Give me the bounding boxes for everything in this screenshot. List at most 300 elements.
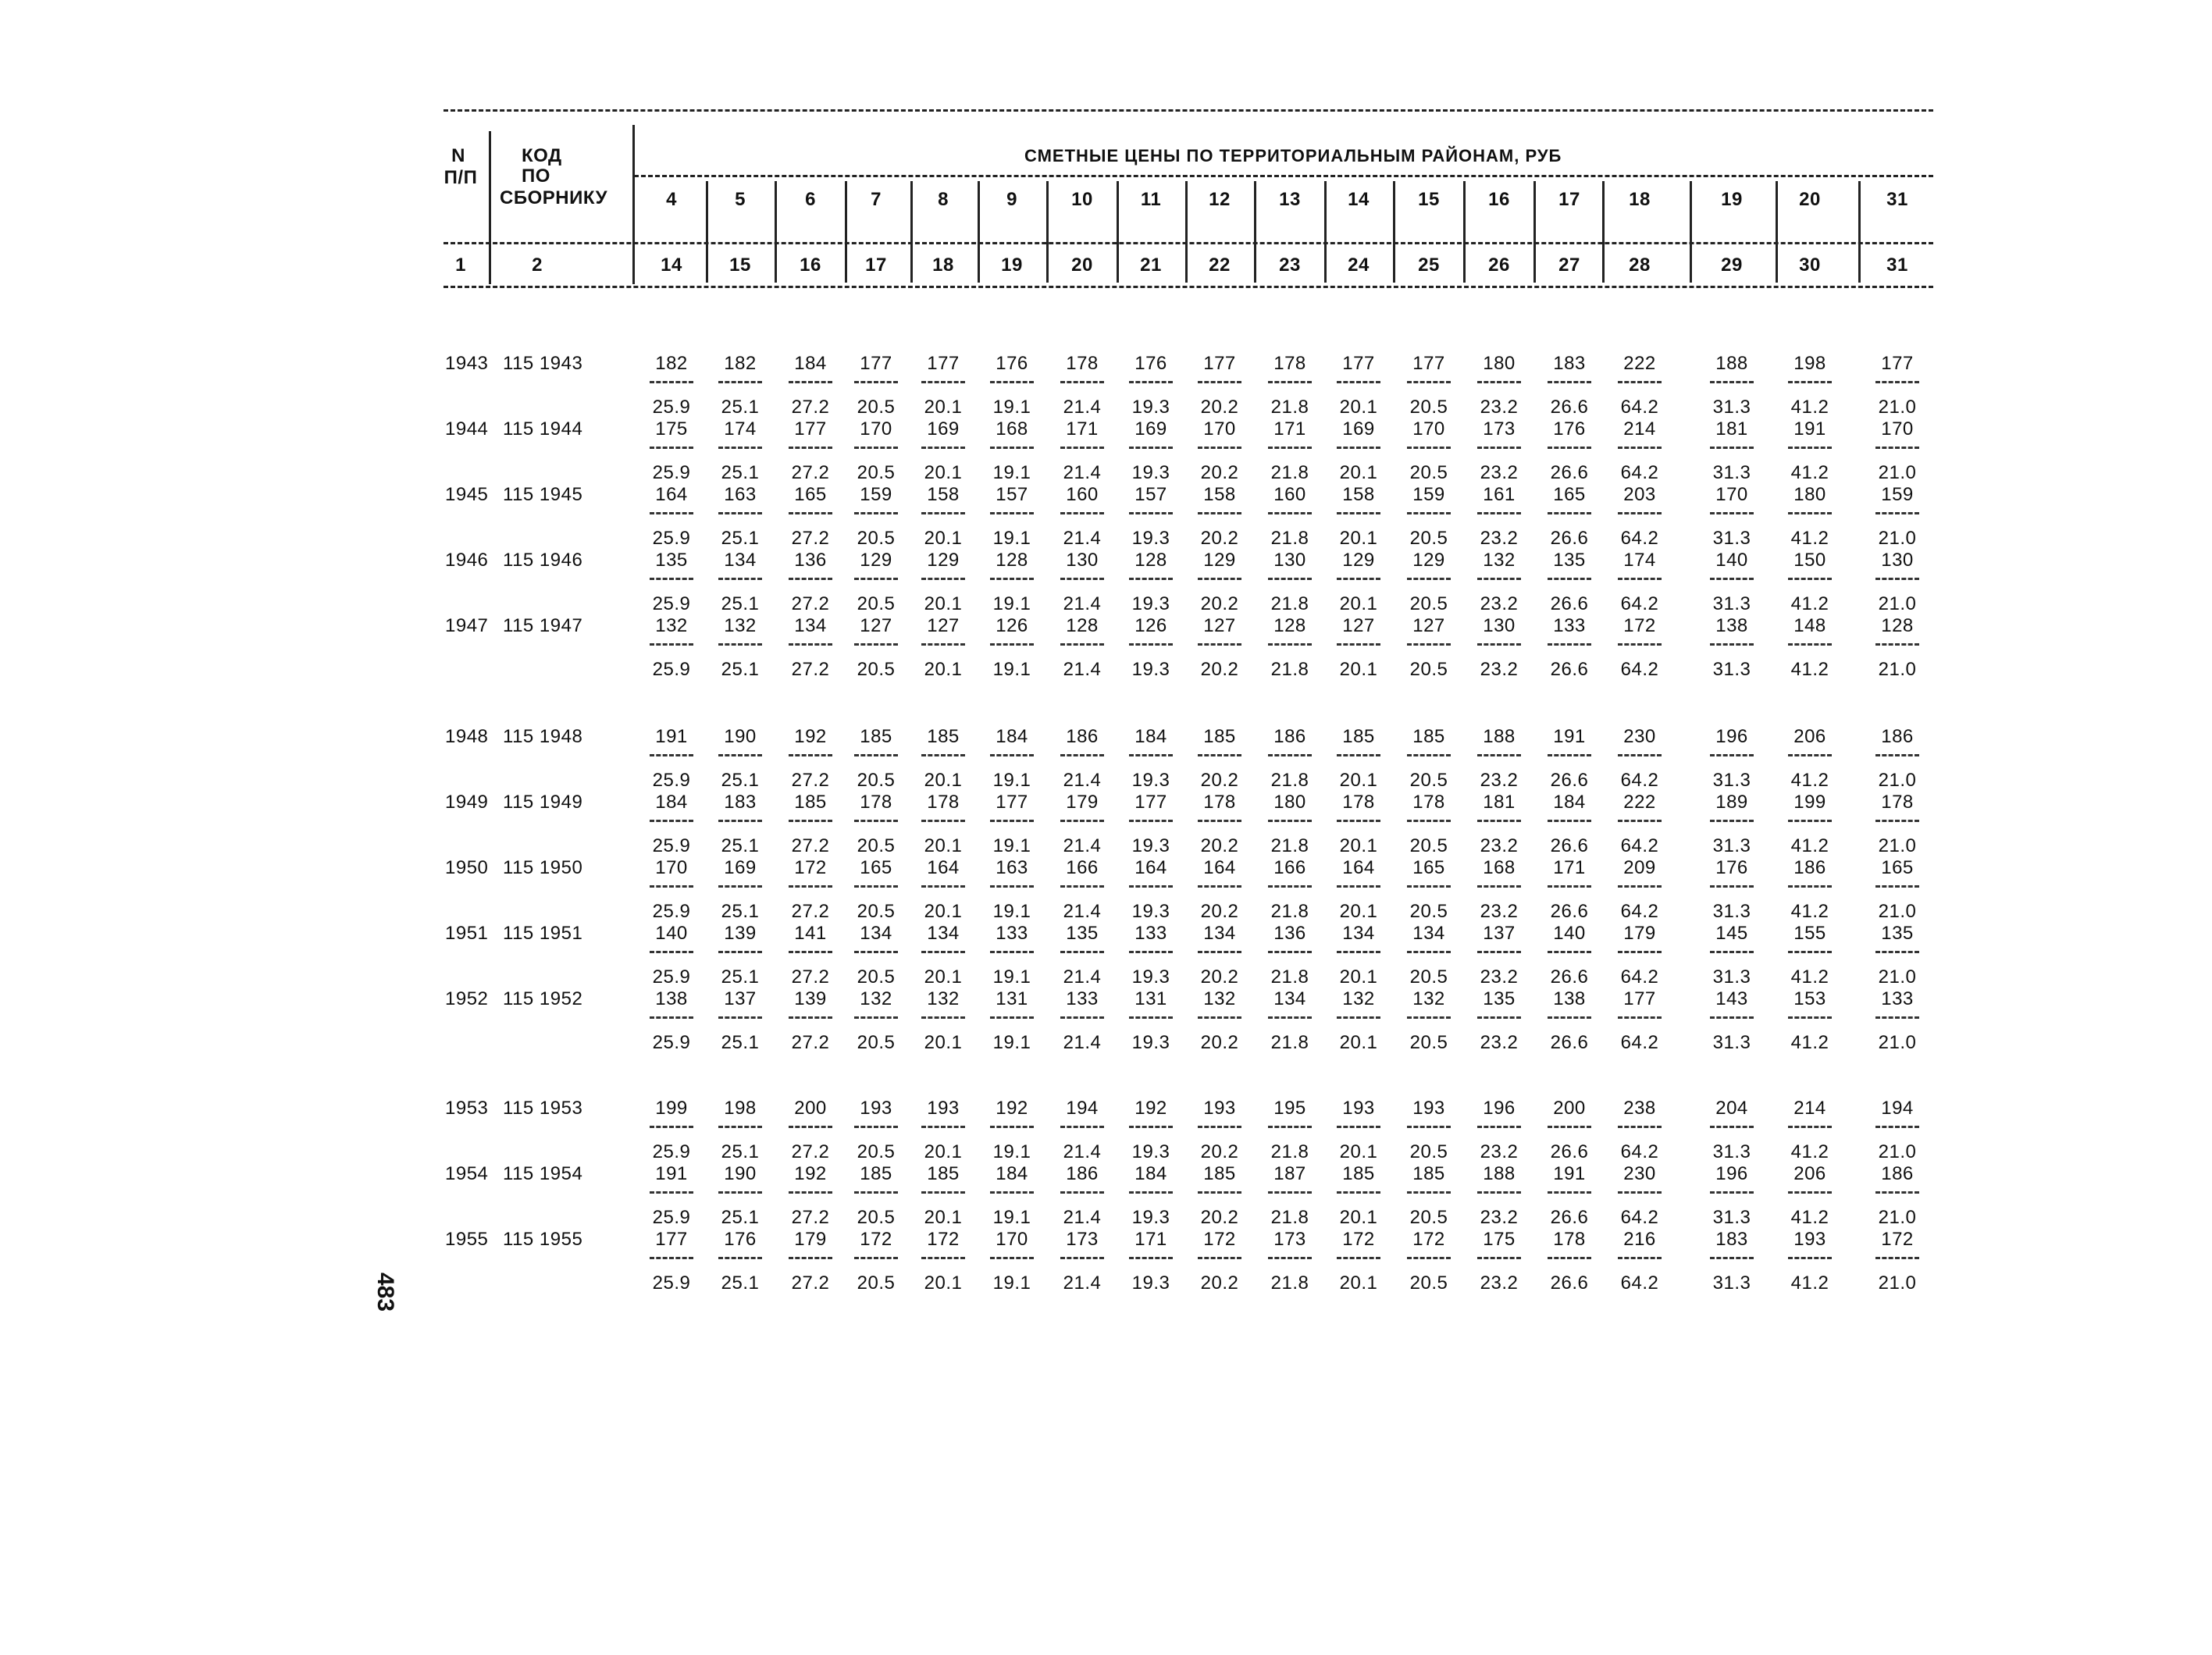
fraction-bar: [1198, 447, 1241, 449]
row-code: 115 1954: [503, 1163, 583, 1184]
price-value: 196: [1483, 1098, 1516, 1119]
coefficient-value: 21.8: [1270, 835, 1309, 856]
fraction-bar: [1129, 512, 1173, 514]
coefficient-value: 19.3: [1131, 593, 1170, 614]
coefficient-value: 21.0: [1878, 1141, 1917, 1162]
region-number: 12: [1209, 189, 1231, 210]
fraction-bar: [718, 1257, 762, 1259]
coefficient-value: 25.9: [652, 1207, 691, 1228]
coefficient-value: 23.2: [1480, 835, 1519, 856]
coefficient-value: 21.8: [1270, 1141, 1309, 1162]
price-value: 172: [927, 1229, 960, 1250]
coefficient-value: 41.2: [1790, 397, 1829, 418]
fraction-bar: [921, 951, 965, 953]
price-value: 193: [1793, 1229, 1826, 1250]
price-value: 143: [1715, 988, 1748, 1009]
price-value: 179: [794, 1229, 827, 1250]
fraction-bar: [1477, 885, 1521, 888]
price-value: 134: [1273, 988, 1306, 1009]
coefficient-value: 64.2: [1620, 1272, 1659, 1294]
fraction-bar: [1060, 1191, 1104, 1194]
coefficient-value: 27.2: [791, 1272, 830, 1294]
fraction-bar: [1477, 578, 1521, 580]
fraction-bar: [921, 512, 965, 514]
fraction-bar: [1268, 381, 1312, 383]
price-value: 133: [996, 923, 1028, 944]
coefficient-value: 21.8: [1270, 1207, 1309, 1228]
price-value: 172: [1881, 1229, 1914, 1250]
fraction-bar: [1618, 381, 1662, 383]
price-value: 192: [794, 1163, 827, 1184]
row-code: 115 1946: [503, 550, 583, 571]
price-value: 129: [860, 550, 892, 571]
coefficient-value: 19.1: [992, 966, 1031, 988]
column-index: 27: [1558, 254, 1580, 276]
price-value: 135: [1553, 550, 1586, 571]
price-value: 188: [1715, 353, 1748, 374]
price-value: 129: [1342, 550, 1375, 571]
coefficient-value: 25.9: [652, 1032, 691, 1053]
coefficient-value: 41.2: [1790, 528, 1829, 549]
coefficient-value: 25.1: [721, 1032, 760, 1053]
price-value: 132: [655, 615, 688, 636]
fraction-bar: [1618, 754, 1662, 756]
price-value: 214: [1793, 1098, 1826, 1119]
fraction-bar: [1198, 820, 1241, 822]
fraction-bar: [921, 885, 965, 888]
row-code: 115 1953: [503, 1098, 583, 1119]
fraction-bar: [921, 1126, 965, 1128]
coefficient-value: 25.1: [721, 1207, 760, 1228]
fraction-bar: [1875, 1257, 1919, 1259]
row-number: 1952: [445, 988, 489, 1009]
coefficient-value: 23.2: [1480, 901, 1519, 922]
row-code: 115 1955: [503, 1229, 583, 1250]
fraction-bar: [1875, 951, 1919, 953]
coefficient-value: 20.2: [1200, 770, 1239, 791]
fraction-bar: [921, 820, 965, 822]
price-value: 174: [1623, 550, 1656, 571]
header-vrule-region: [1690, 181, 1692, 283]
price-value: 145: [1715, 923, 1748, 944]
fraction-bar: [1129, 381, 1173, 383]
price-value: 132: [724, 615, 757, 636]
price-value: 177: [1412, 353, 1445, 374]
coefficient-value: 64.2: [1620, 1032, 1659, 1053]
fraction-bar: [990, 512, 1034, 514]
price-value: 128: [1273, 615, 1306, 636]
fraction-bar: [1337, 578, 1380, 580]
coefficient-value: 20.1: [1339, 1272, 1378, 1294]
column-index: 31: [1886, 254, 1908, 276]
price-value: 178: [1412, 792, 1445, 813]
fraction-bar: [1618, 1016, 1662, 1019]
coefficient-value: 20.5: [857, 835, 896, 856]
coefficient-value: 41.2: [1790, 835, 1829, 856]
price-value: 134: [1203, 923, 1236, 944]
coefficient-value: 21.4: [1063, 659, 1102, 680]
price-value: 177: [927, 353, 960, 374]
price-value: 183: [724, 792, 757, 813]
coefficient-value: 21.4: [1063, 593, 1102, 614]
header-vrule-region: [1185, 181, 1188, 283]
coefficient-value: 31.3: [1712, 1141, 1751, 1162]
price-value: 184: [794, 353, 827, 374]
fraction-bar: [1710, 951, 1754, 953]
coefficient-value: 31.3: [1712, 1207, 1751, 1228]
fraction-bar: [1477, 754, 1521, 756]
fraction-bar: [1268, 578, 1312, 580]
fraction-bar: [1710, 447, 1754, 449]
price-value: 127: [1203, 615, 1236, 636]
coefficient-value: 21.8: [1270, 901, 1309, 922]
coefficient-value: 23.2: [1480, 966, 1519, 988]
fraction-bar: [1407, 754, 1451, 756]
coefficient-value: 41.2: [1790, 593, 1829, 614]
fraction-bar: [1337, 512, 1380, 514]
coefficient-value: 41.2: [1790, 966, 1829, 988]
fraction-bar: [650, 1016, 693, 1019]
price-value: 194: [1066, 1098, 1099, 1119]
price-value: 130: [1066, 550, 1099, 571]
coefficient-value: 20.2: [1200, 1141, 1239, 1162]
price-value: 189: [1715, 792, 1748, 813]
price-value: 186: [1881, 1163, 1914, 1184]
fraction-bar: [854, 643, 898, 646]
price-value: 191: [655, 726, 688, 747]
fraction-bar: [1337, 754, 1380, 756]
price-value: 163: [724, 484, 757, 505]
price-value: 139: [724, 923, 757, 944]
price-value: 177: [1881, 353, 1914, 374]
header-index-2: 2: [532, 254, 543, 276]
coefficient-value: 20.2: [1200, 1272, 1239, 1294]
column-index: 24: [1348, 254, 1370, 276]
price-value: 128: [1134, 550, 1167, 571]
fraction-bar: [1875, 1126, 1919, 1128]
coefficient-value: 20.2: [1200, 593, 1239, 614]
fraction-bar: [1618, 447, 1662, 449]
fraction-bar: [921, 381, 965, 383]
coefficient-value: 31.3: [1712, 966, 1751, 988]
coefficient-value: 23.2: [1480, 770, 1519, 791]
coefficient-value: 25.1: [721, 835, 760, 856]
row-number: 1955: [445, 1229, 489, 1250]
fraction-bar: [1129, 447, 1173, 449]
fraction-bar: [1407, 643, 1451, 646]
fraction-bar: [650, 512, 693, 514]
price-value: 126: [1134, 615, 1167, 636]
price-value: 159: [1412, 484, 1445, 505]
coefficient-value: 19.3: [1131, 659, 1170, 680]
fraction-bar: [1198, 578, 1241, 580]
coefficient-value: 64.2: [1620, 770, 1659, 791]
price-value: 185: [1342, 726, 1375, 747]
coefficient-value: 20.2: [1200, 397, 1239, 418]
fraction-bar: [1710, 885, 1754, 888]
fraction-bar: [650, 447, 693, 449]
row-code: 115 1948: [503, 726, 583, 747]
fraction-bar: [1268, 447, 1312, 449]
price-value: 182: [655, 353, 688, 374]
fraction-bar: [1129, 578, 1173, 580]
coefficient-value: 19.3: [1131, 901, 1170, 922]
fraction-bar: [990, 1016, 1034, 1019]
fraction-bar: [1268, 1016, 1312, 1019]
fraction-bar: [1875, 578, 1919, 580]
coefficient-value: 27.2: [791, 770, 830, 791]
header-vrule-n: [489, 131, 491, 284]
fraction-bar: [1477, 512, 1521, 514]
coefficient-value: 20.2: [1200, 966, 1239, 988]
coefficient-value: 31.3: [1712, 1272, 1751, 1294]
row-number: 1948: [445, 726, 489, 747]
fraction-bar: [718, 754, 762, 756]
fraction-bar: [854, 512, 898, 514]
row-number: 1945: [445, 484, 489, 505]
price-value: 180: [1483, 353, 1516, 374]
header-vrule-region: [706, 181, 708, 283]
fraction-bar: [1060, 381, 1104, 383]
coefficient-value: 25.1: [721, 593, 760, 614]
header-n-label: N: [451, 145, 465, 166]
fraction-bar: [1875, 381, 1919, 383]
coefficient-value: 21.4: [1063, 1207, 1102, 1228]
coefficient-value: 20.1: [924, 966, 963, 988]
price-value: 175: [655, 418, 688, 440]
fraction-bar: [1060, 1016, 1104, 1019]
fraction-bar: [1618, 1126, 1662, 1128]
price-value: 186: [1066, 1163, 1099, 1184]
price-value: 126: [996, 615, 1028, 636]
price-value: 132: [1342, 988, 1375, 1009]
price-value: 160: [1066, 484, 1099, 505]
fraction-bar: [1548, 1016, 1591, 1019]
region-number: 14: [1348, 189, 1370, 210]
fraction-bar: [1407, 951, 1451, 953]
coefficient-value: 20.5: [1409, 528, 1448, 549]
price-value: 127: [1342, 615, 1375, 636]
fraction-bar: [1268, 820, 1312, 822]
price-value: 170: [1881, 418, 1914, 440]
fraction-bar: [1407, 512, 1451, 514]
price-value: 181: [1483, 792, 1516, 813]
column-index: 14: [661, 254, 682, 276]
coefficient-value: 21.4: [1063, 835, 1102, 856]
coefficient-value: 26.6: [1550, 966, 1589, 988]
fraction-bar: [789, 951, 832, 953]
fraction-bar: [1477, 381, 1521, 383]
coefficient-value: 20.5: [1409, 835, 1448, 856]
fraction-bar: [1337, 381, 1380, 383]
header-vrule-region: [910, 181, 913, 283]
fraction-bar: [990, 1126, 1034, 1128]
fraction-bar: [854, 754, 898, 756]
fraction-bar: [1198, 754, 1241, 756]
price-value: 160: [1273, 484, 1306, 505]
fraction-bar: [789, 643, 832, 646]
column-index: 17: [865, 254, 887, 276]
price-value: 129: [1203, 550, 1236, 571]
coefficient-value: 25.9: [652, 659, 691, 680]
coefficient-value: 25.9: [652, 593, 691, 614]
coefficient-value: 20.1: [924, 770, 963, 791]
coefficient-value: 26.6: [1550, 770, 1589, 791]
fraction-bar: [1407, 1016, 1451, 1019]
fraction-bar: [1710, 1126, 1754, 1128]
coefficient-value: 21.0: [1878, 593, 1917, 614]
header-bottom-rule: [443, 286, 1933, 288]
fraction-bar: [1875, 885, 1919, 888]
price-value: 185: [1203, 726, 1236, 747]
column-index: 15: [729, 254, 751, 276]
price-value: 170: [1715, 484, 1748, 505]
fraction-bar: [789, 447, 832, 449]
coefficient-value: 23.2: [1480, 659, 1519, 680]
fraction-bar: [1548, 820, 1591, 822]
coefficient-value: 23.2: [1480, 462, 1519, 483]
price-value: 150: [1793, 550, 1826, 571]
coefficient-value: 21.0: [1878, 1207, 1917, 1228]
fraction-bar: [1618, 820, 1662, 822]
price-value: 141: [794, 923, 827, 944]
coefficient-value: 26.6: [1550, 1032, 1589, 1053]
price-value: 222: [1623, 792, 1656, 813]
coefficient-value: 20.1: [924, 1141, 963, 1162]
fraction-bar: [718, 381, 762, 383]
price-value: 184: [1134, 726, 1167, 747]
coefficient-value: 20.5: [857, 528, 896, 549]
price-value: 194: [1881, 1098, 1914, 1119]
fraction-bar: [1875, 1016, 1919, 1019]
coefficient-value: 20.1: [924, 659, 963, 680]
header-vrule-region: [845, 181, 847, 283]
price-value: 165: [1553, 484, 1586, 505]
fraction-bar: [789, 1257, 832, 1259]
coefficient-value: 31.3: [1712, 1032, 1751, 1053]
price-value: 230: [1623, 726, 1656, 747]
fraction-bar: [1548, 951, 1591, 953]
price-value: 138: [1553, 988, 1586, 1009]
price-value: 198: [1793, 353, 1826, 374]
fraction-bar: [1407, 381, 1451, 383]
fraction-bar: [1198, 1257, 1241, 1259]
price-value: 192: [794, 726, 827, 747]
price-value: 178: [1881, 792, 1914, 813]
coefficient-value: 27.2: [791, 397, 830, 418]
coefficient-value: 31.3: [1712, 770, 1751, 791]
price-value: 204: [1715, 1098, 1748, 1119]
coefficient-value: 41.2: [1790, 1272, 1829, 1294]
coefficient-value: 27.2: [791, 1032, 830, 1053]
price-value: 134: [927, 923, 960, 944]
fraction-bar: [921, 754, 965, 756]
price-value: 158: [1203, 484, 1236, 505]
coefficient-value: 25.9: [652, 1141, 691, 1162]
fraction-bar: [1710, 754, 1754, 756]
fraction-bar: [854, 578, 898, 580]
coefficient-value: 21.4: [1063, 1141, 1102, 1162]
price-value: 177: [996, 792, 1028, 813]
fraction-bar: [1198, 1016, 1241, 1019]
coefficient-value: 31.3: [1712, 462, 1751, 483]
price-value: 198: [724, 1098, 757, 1119]
coefficient-value: 27.2: [791, 528, 830, 549]
price-value: 177: [1342, 353, 1375, 374]
row-code: 115 1945: [503, 484, 583, 505]
column-index: 19: [1001, 254, 1023, 276]
price-value: 137: [1483, 923, 1516, 944]
fraction-bar: [854, 885, 898, 888]
fraction-bar: [1548, 1257, 1591, 1259]
fraction-bar: [1477, 1016, 1521, 1019]
fraction-bar: [854, 1126, 898, 1128]
coefficient-value: 31.3: [1712, 659, 1751, 680]
coefficient-value: 26.6: [1550, 397, 1589, 418]
fraction-bar: [1060, 885, 1104, 888]
price-value: 196: [1715, 1163, 1748, 1184]
coefficient-value: 20.5: [857, 1207, 896, 1228]
fraction-bar: [1198, 1191, 1241, 1194]
fraction-bar: [1875, 447, 1919, 449]
fraction-bar: [854, 820, 898, 822]
fraction-bar: [1337, 447, 1380, 449]
coefficient-value: 26.6: [1550, 1272, 1589, 1294]
fraction-bar: [1198, 1126, 1241, 1128]
header-vrule-region: [1046, 181, 1049, 283]
coefficient-value: 64.2: [1620, 397, 1659, 418]
coefficient-value: 21.8: [1270, 593, 1309, 614]
fraction-bar: [1129, 885, 1173, 888]
region-number: 13: [1279, 189, 1301, 210]
fraction-bar: [854, 1016, 898, 1019]
fraction-bar: [789, 754, 832, 756]
fraction-bar: [1407, 447, 1451, 449]
column-index: 30: [1799, 254, 1821, 276]
coefficient-value: 20.1: [1339, 901, 1378, 922]
coefficient-value: 31.3: [1712, 528, 1751, 549]
price-value: 132: [927, 988, 960, 1009]
header-code-label-2: ПО: [522, 166, 550, 187]
coefficient-value: 20.1: [924, 835, 963, 856]
coefficient-value: 21.0: [1878, 966, 1917, 988]
coefficient-value: 21.8: [1270, 770, 1309, 791]
price-value: 138: [655, 988, 688, 1009]
fraction-bar: [854, 1257, 898, 1259]
price-value: 172: [860, 1229, 892, 1250]
header-vrule-region: [1393, 181, 1395, 283]
price-value: 176: [1134, 353, 1167, 374]
fraction-bar: [718, 643, 762, 646]
price-value: 195: [1273, 1098, 1306, 1119]
fraction-bar: [1129, 1257, 1173, 1259]
fraction-bar: [1477, 1126, 1521, 1128]
fraction-bar: [1060, 1257, 1104, 1259]
coefficient-value: 20.1: [924, 901, 963, 922]
fraction-bar: [1618, 643, 1662, 646]
coefficient-value: 23.2: [1480, 1207, 1519, 1228]
price-value: 193: [1203, 1098, 1236, 1119]
fraction-bar: [718, 512, 762, 514]
fraction-bar: [854, 1191, 898, 1194]
header-vrule-region: [1117, 181, 1119, 283]
fraction-bar: [1875, 820, 1919, 822]
fraction-bar: [990, 381, 1034, 383]
coefficient-value: 21.8: [1270, 966, 1309, 988]
fraction-bar: [1548, 754, 1591, 756]
fraction-bar: [1548, 885, 1591, 888]
price-value: 185: [927, 1163, 960, 1184]
